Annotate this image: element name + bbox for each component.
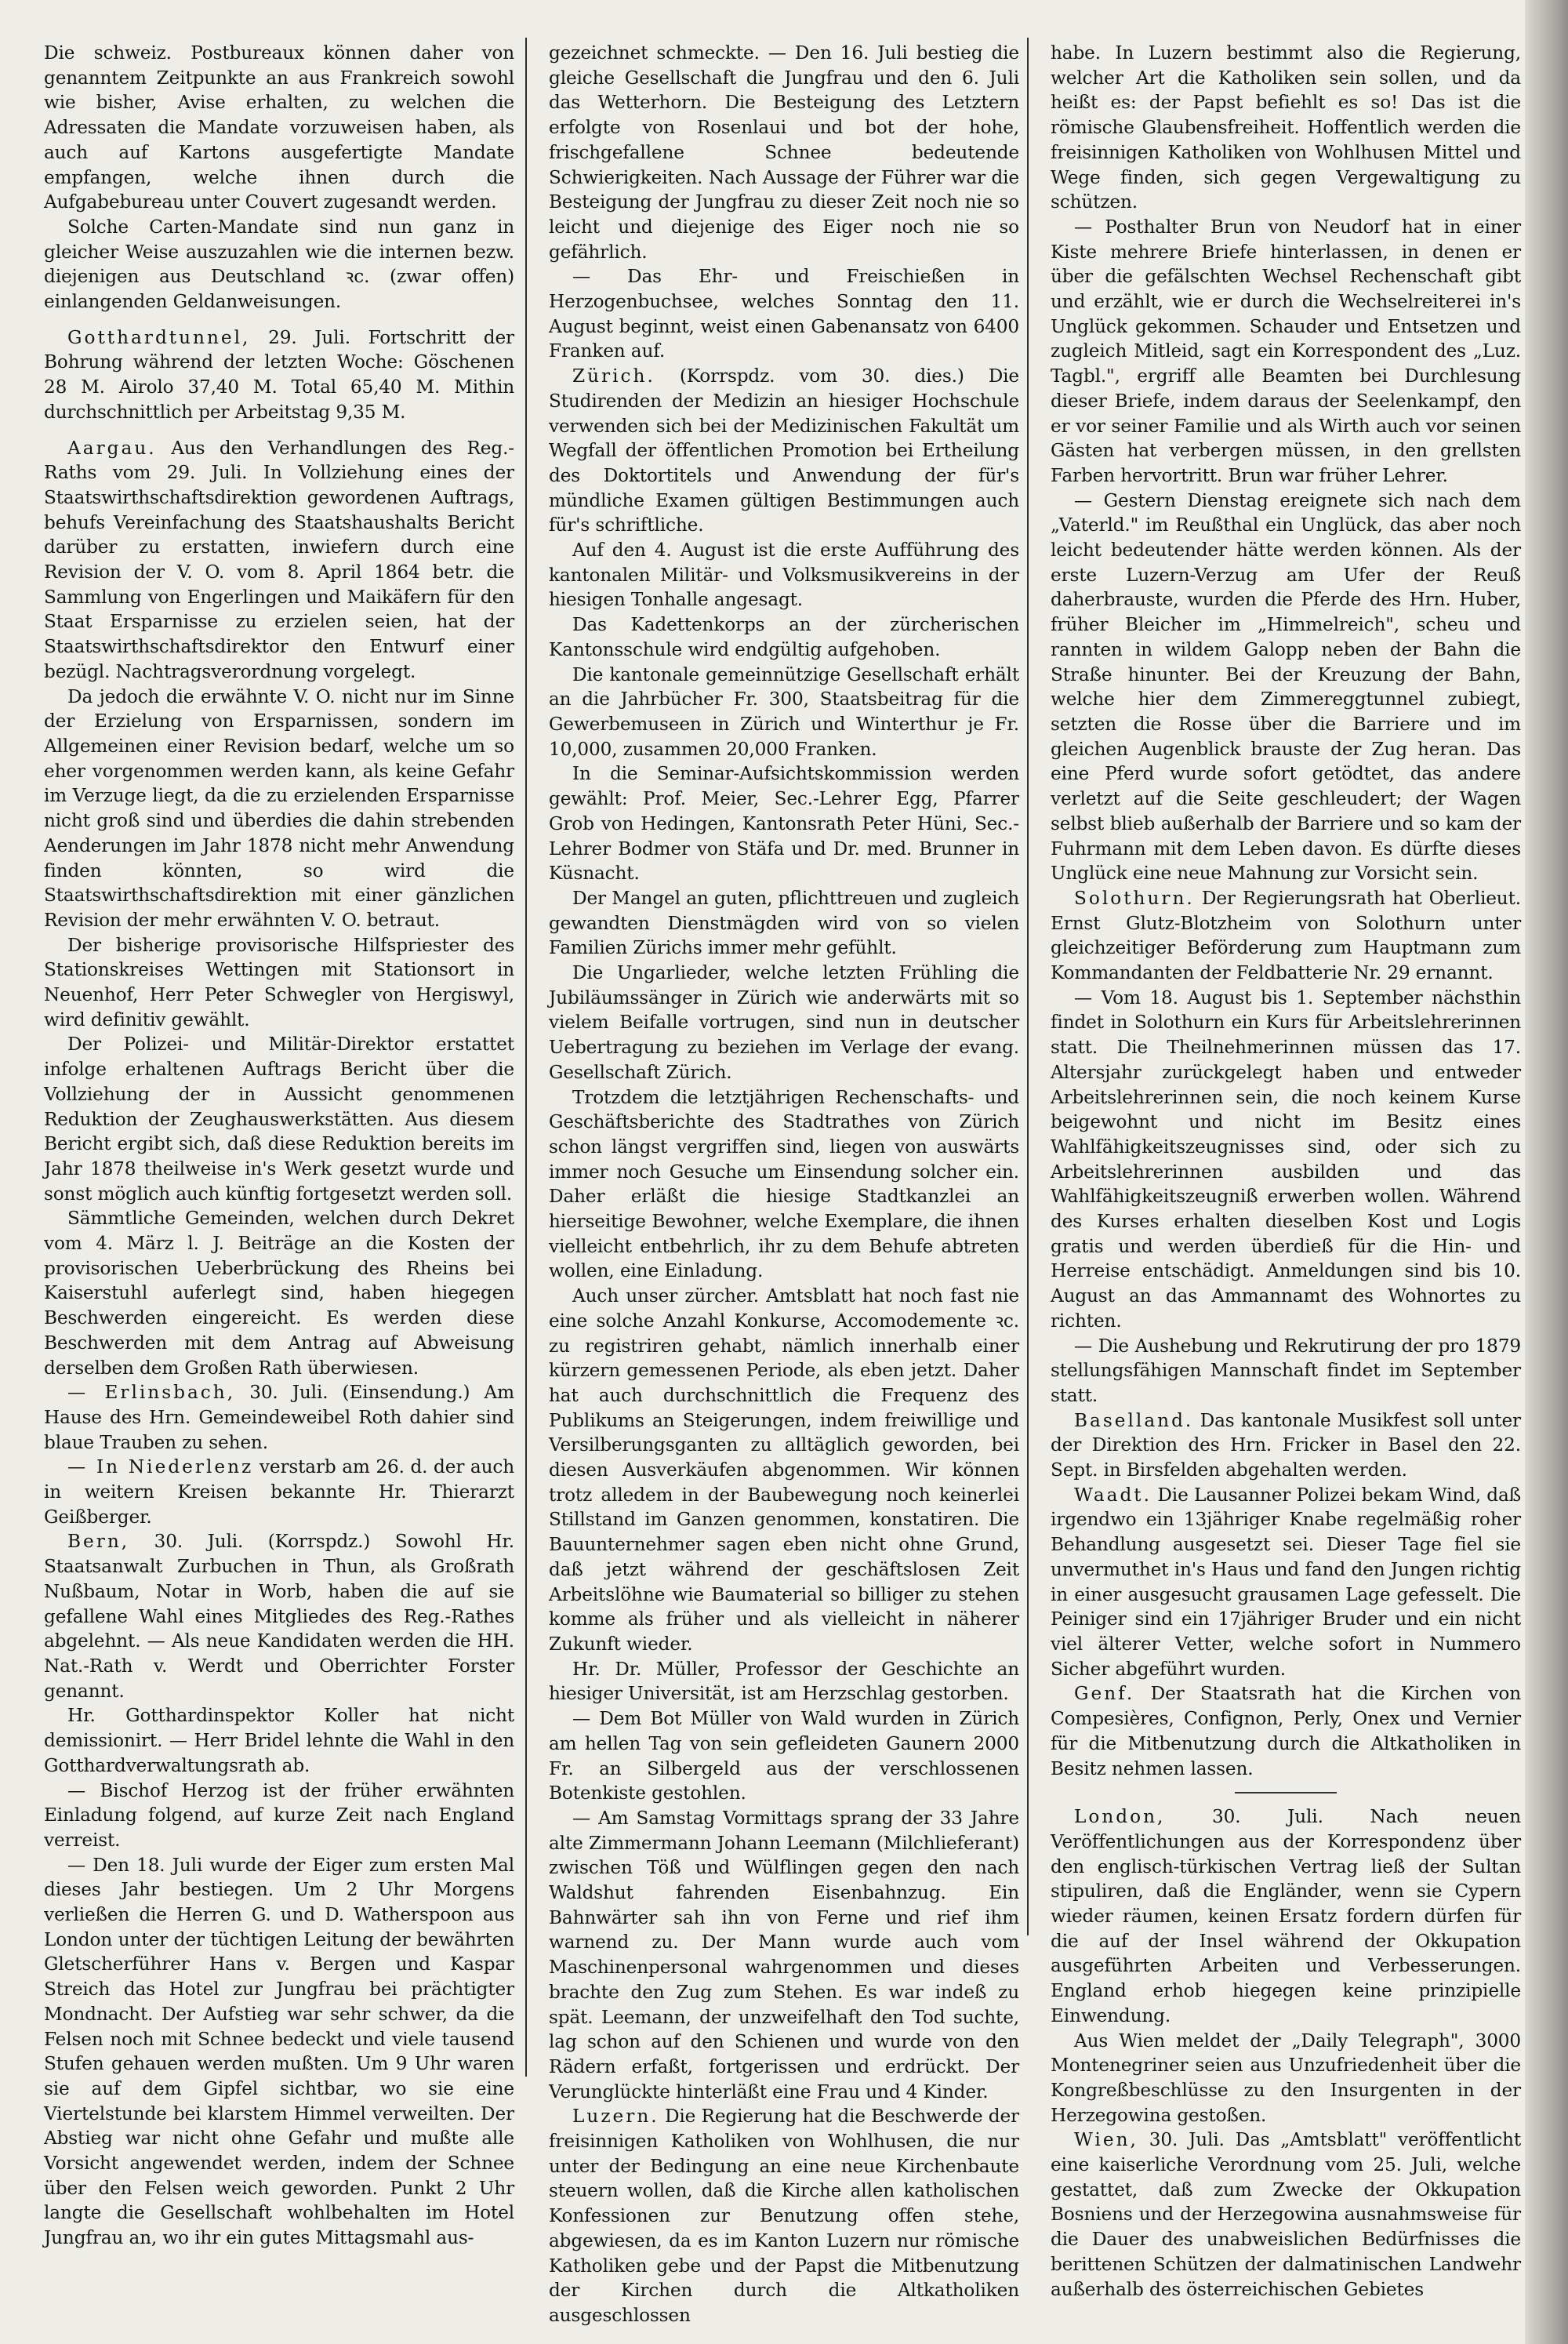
article-paragraph: Auf den 4. August ist die erste Aufführung des kantonalen Militär- und Volksmusikvereins in der hiesigen Tonhalle angesagt.	[549, 540, 1019, 611]
article-aargau: Aargau. Aus den Verhandlungen des Reg.-Raths vom 29. Juli. In Vollziehung eines der Staatswirthschaftsdirektion gewordenen Auftrags, behufs Vereinfachung des Staatshaushalts Bericht darüber zu erstatten, inwiefern durch eine Revision der V. O. vom 8. April 1864 betr. die Sammlung von Engerlingen und Maikäfern für den Staat Ersparnisse zu erzielen seien, hat der Staatswirthschaftsdirektor den Entwurf einer bezügl. Nachtragsverordnung vorgelegt.	[44, 437, 514, 682]
article-paragraph: — Bischof Herzog ist der früher erwähnten Einladung folgend, auf kurze Zeit nach England verreist.	[44, 1779, 514, 1851]
article-zurich: Zürich. (Korrspdz. vom 30. dies.) Die Studirenden der Medizin an hiesiger Hochschule verwenden sich bei der Medizinischen Fakultät um Wegfall der öffentlichen Promotion bei Ertheilung des Doktortitels und Anwendung der für's mündliche Examen gültigen Bestimmungen auch für's schriftliche.	[549, 365, 1019, 536]
article-luzern: Luzern. Die Regierung hat die Beschwerde der freisinnigen Katholiken von Wohlhusen, die nur unter der Bedingung an eine neue Kirchenbaute steuern wollen, daß die Kirche allen katholischen Konfessionen zur Benutzung offen stehe, abgewiesen, da es im Kanton Luzern nur römische Katholiken gebe und der Papst die Mitbenutzung der Kirchen durch die Altkatholiken ausgeschlossen	[549, 2106, 1019, 2326]
dateline: London,	[1074, 1806, 1166, 1828]
section-divider	[1235, 1792, 1337, 1793]
dateline: Genf.	[1074, 1683, 1135, 1705]
column-rule	[1027, 38, 1029, 1935]
article-paragraph: Das Kadettenkorps an der zürcherischen Kantonsschule wird endgültig aufgehoben.	[549, 614, 1019, 660]
dateline: Gotthardtunnel,	[67, 326, 251, 348]
dateline: Bern,	[67, 1531, 130, 1553]
article-paragraph: — Das Ehr- und Freischießen in Herzogenbuchsee, welches Sonntag den 11. August beginnt, weist einen Gabenansatz von 6400 Franken auf.	[549, 266, 1019, 362]
dateline: — In Niederlenz	[67, 1456, 254, 1478]
article-bern: Bern, 30. Juli. (Korrspdz.) Sowohl Hr. Staatsanwalt Zurbuchen in Thun, als Großrath Nußbaum, Notar in Worb, haben die auf sie gefallene Wahl eines Mitgliedes des Reg.-Rathes abgelehnt. — Als neue Kandidaten werden die HH. Nat.-Rath v. Werdt und Oberrichter Forster genannt.	[44, 1531, 514, 1702]
article-erlinsbach: — Erlinsbach, 30. Juli. (Einsendung.) Am Hause des Hrn. Gemeindeweibel Roth dahier sind blaue Trauben zu sehen.	[44, 1382, 514, 1453]
article-wien: Wien, 30. Juli. Das „Amtsblatt" veröffentlicht eine kaiserliche Verordnung vom 25. Juli, welche gestattet, daß zum Zwecke der Okkupation Bosniens und der Herzegowina ausnahmsweise für die Dauer des unabweislichen Bedürfnisses die berittenen Schützen der dalmatinischen Landwehr außerhalb des österreichischen Gebietes	[1051, 2129, 1521, 2300]
dateline: Wien,	[1074, 2129, 1138, 2151]
article-niederlenz: — In Niederlenz verstarb am 26. d. der auch in weitern Kreisen bekannte Hr. Thierarzt Geißberger.	[44, 1456, 514, 1528]
article-baselland: Baselland. Das kantonale Musikfest soll unter der Direktion des Hrn. Fricker in Basel den 22. Sept. in Birsfelden abgehalten werden.	[1051, 1409, 1521, 1481]
dateline: Solothurn.	[1074, 887, 1195, 909]
article-paragraph: habe. In Luzern bestimmt also die Regierung, welcher Art die Katholiken sein sollen, und da heißt es: der Papst befiehlt es so! Das ist die römische Glaubensfreiheit. Hoffentlich werden die freisinnigen Katholiken von Wohlhusen Mittel und Wege finden, sich gegen Vergewaltigung zu schützen.	[1051, 42, 1521, 213]
article-london: London, 30. Juli. Nach neuen Veröffentlichungen aus der Korrespondenz über den englisch-türkischen Vertrag ließ der Sultan stipuliren, daß die Engländer, wenn sie Cypern wieder räumen, keinen Ersatz fordern dürfen für die auf der Insel während der Okkupation ausgeführten Arbeiten und Verbesserungen. England erhob hiegegen keine prinzipielle Einwendung.	[1051, 1806, 1521, 2026]
dateline: Zürich.	[572, 365, 655, 387]
article-paragraph: — Posthalter Brun von Neudorf hat in einer Kiste mehrere Briefe hinterlassen, in denen er über die gefälschten Wechsel Rechenschaft gibt und erzählt, wie er durch die Wechselreiterei in's Unglück gekommen. Schauder und Entsetzen und zugleich Mitleid, sagt ein Korrespondent des „Luz. Tagbl.", ergriff alle Beamten bei Durchlesung dieser Briefe, indem daraus der Seelenkampf, den er vor seiner Familie und als Wirth auch vor seinen Gästen hat verbergen müssen, in den grellsten Farben hervortritt. Brun war früher Lehrer.	[1051, 216, 1521, 486]
article-paragraph: Der bisherige provisorische Hilfspriester des Stationskreises Wettingen mit Stationsort in Neuenhof, Herr Peter Schwegler von Hergiswyl, wird definitiv gewählt.	[44, 934, 514, 1030]
column-1	[44, 41, 514, 2251]
article-paragraph: Hr. Gotthardinspektor Koller hat nicht demissionirt. — Herr Bridel lehnte die Wahl in den Gotthardverwaltungsrath ab.	[44, 1705, 514, 1776]
article-paragraph: — Am Samstag Vormittags sprang der 33 Jahre alte Zimmermann Johann Leemann (Milchlieferant) zwischen Töß und Wülflingen gegen den nach Waldshut fahrenden Eisenbahnzug. Ein Bahnwärter sah ihn von Ferne und rief ihm warnend zu. Der Mann wurde auch vom Maschinenpersonal wahrgenommen und dieses brachte den Zug zum Stehen. Es war indeß zu spät. Leemann, der unzweifelhaft den Tod suchte, lag schon auf den Schienen und wurde von den Rädern erfaßt, fortgerissen und erdrückt. Der Verunglückte hinterläßt eine Frau und 4 Kinder.	[549, 1807, 1019, 2102]
dateline: — Erlinsbach,	[67, 1382, 236, 1404]
article-waadt: Waadt. Die Lausanner Polizei bekam Wind, daß irgendwo ein 13jähriger Knabe regelmäßig roher Behandlung ausgesetzt sei. Dieser Tage fiel sie unvermuthet in's Haus und fand den Jungen richtig in einer ausgesucht grausamen Lage gefesselt. Die Peiniger sind ein 17jähriger Bruder und ein nicht viel älterer Vetter, welche sofort in Nummero Sicher abgeführt wurden.	[1051, 1484, 1521, 1680]
article-paragraph: Aus Wien meldet der „Daily Telegraph", 3000 Montenegriner seien aus Unzufriedenheit über die Kongreßbeschlüsse zu den Insurgenten in der Herzegowina gestoßen.	[1051, 2030, 1521, 2126]
dateline: Aargau.	[67, 437, 157, 459]
article-paragraph: — Vom 18. August bis 1. September nächsthin findet in Solothurn ein Kurs für Arbeitslehrerinnen statt. Die Theilnehmerinnen müssen das 17. Altersjahr zurückgelegt haben und entweder Arbeitslehrerinnen sein, die noch keinem Kurse beigewohnt und nicht im Besitz eines Wahlfähigkeitszeugnisses sind, oder sich zu Arbeitslehrerinnen ausbilden und das Wahlfähigkeitszeugniß erwerben wollen. Während des Kurses erhalten dieselben Kost und Logis gratis und werden überdieß für die Hin- und Herreise entschädigt. Anmeldungen sind bis 10. August an das Ammannamt des Wohnortes zu richten.	[1051, 987, 1521, 1332]
article-paragraph: — Die Aushebung und Rekrutirung der pro 1879 stellungsfähigen Mannschaft findet im September statt.	[1051, 1335, 1521, 1406]
article-paragraph: Die kantonale gemeinnützige Gesellschaft erhält an die Jahrbücher Fr. 300, Staatsbeitrag für die Gewerbemuseen in Zürich und Winterthur je Fr. 10,000, zusammen 20,000 Franken.	[549, 663, 1019, 760]
article-genf: Genf. Der Staatsrath hat die Kirchen von Compesières, Confignon, Perly, Onex und Vernier für die Mitbenutzung durch die Altkatholiken in Besitz nehmen lassen.	[1051, 1683, 1521, 1779]
article-paragraph: In die Seminar-Aufsichtskommission werden gewählt: Prof. Meier, Sec.-Lehrer Egg, Pfarrer Grob von Hedingen, Kantonsrath Peter Hüni, Sec.-Lehrer Bodmer von Stäfa und Dr. med. Brunner in Küsnacht.	[549, 763, 1019, 885]
article-paragraph: — Den 18. Juli wurde der Eiger zum ersten Mal dieses Jahr bestiegen. Um 2 Uhr Morgens verließen die Herren G. und D. Watherspoon aus London unter der tüchtigen Leitung der bewährten Gletscherführer Hans v. Bergen und Kaspar Streich das Hotel zur Jungfrau bei prächtigter Mondnacht. Der Aufstieg war sehr schwer, da die Felsen noch mit Schnee bedeckt und viele tausend Stufen gehauen werden mußten. Um 9 Uhr waren sie auf dem Gipfel sichtbar, wo sie eine Viertelstunde bei klarstem Himmel verweilten. Der Abstieg war nicht ohne Gefahr und mußte alle Vorsicht angewendet werden, indem der Schnee über den Felsen weich geworden. Punkt 2 Uhr langte die Gesellschaft wohlbehalten im Hotel Jungfrau an, wo ihr ein gutes Mittagsmahl aus-	[44, 1854, 514, 2249]
page-edge-shadow	[1525, 0, 1568, 2344]
article-paragraph: gezeichnet schmeckte. — Den 16. Juli bestieg die gleiche Gesellschaft die Jungfrau und den 6. Juli das Wetterhorn. Die Besteigung des Letztern erfolgte von Rosenlaui und bot der hohe, frischgefallene Schnee bedeutende Schwierigkeiten. Nach Aussage der Führer war die Besteigung der Jungfrau zu dieser Zeit noch nie so leicht und diejenige des Eiger noch nie so gefährlich.	[549, 42, 1019, 263]
article-paragraph: Solche Carten-Mandate sind nun ganz in gleicher Weise auszuzahlen wie die internen bezw. diejenigen aus Deutschland ꝛc. (zwar offen) einlangenden Geldanweisungen.	[44, 216, 514, 313]
article-paragraph: Der Mangel an guten, pflichttreuen und zugleich gewandten Dienstmägden wird von so vielen Familien Zürichs immer mehr gefühlt.	[549, 887, 1019, 959]
article-paragraph: Der Polizei- und Militär-Direktor erstattet infolge erhaltenen Auftrags Bericht über die Vollziehung der in Aussicht genommenen Reduktion der Zeughauswerkstätten. Aus diesem Bericht ergibt sich, daß diese Reduktion bereits im Jahr 1878 theilweise in's Werk gesetzt wurde und sonst möglich auch künftig fortgesetzt werden soll.	[44, 1034, 514, 1205]
article-paragraph: Trotzdem die letztjährigen Rechenschafts- und Geschäftsberichte des Stadtrathes von Zürich schon längst vergriffen sind, liegen von auswärts immer noch Gesuche um Einsendung solcher ein. Daher erläßt die hiesige Stadtkanzlei an hierseitige Bewohner, welche Exemplare, die ihnen vielleicht entbehrlich, ihr zu dem Behufe abtreten wollen, eine Einladung.	[549, 1086, 1019, 1282]
column-rule	[525, 38, 527, 2077]
article-paragraph: Hr. Dr. Müller, Professor der Geschichte an hiesiger Universität, ist am Herzschlag gestorben.	[549, 1658, 1019, 1705]
article-paragraph: — Dem Bot Müller von Wald wurden in Zürich am hellen Tag von sein gefleideten Gaunern 2000 Fr. an Silbergeld aus der verschlossenen Botenkiste gestohlen.	[549, 1708, 1019, 1804]
article-paragraph: Auch unser zürcher. Amtsblatt hat noch fast nie eine solche Anzahl Konkurse, Accomodemente ꝛc. zu registriren gehabt, nämlich innerhalb einer kürzern gemessenen Periode, als eben jetzt. Daher hat auch durchschnittlich die Frequenz des Publikums an Steigerungen, indem freiwillige und Versilberungsganten zu alltäglich geworden, bei diesen Ausverkäufen abgenommen. Wir können trotz alledem in der Baubewegung noch keinerlei Stillstand im Ganzen genommen, konstatiren. Die Bauunternehmer sagen eben nicht ohne Grund, daß jetzt während der geschäftslosen Zeit Arbeitslöhne wie Baumaterial so billiger zu stehen komme als früher und als vielleicht in näherer Zukunft wieder.	[549, 1285, 1019, 1655]
article-paragraph: — Gestern Dienstag ereignete sich nach dem „Vaterld." im Reußthal ein Unglück, das aber noch leicht bedeutender hätte werden können. Als der erste Luzern-Verzug am Ufer der Reuß daherbrauste, wurden die Pferde des Hrn. Huber, früher Bleicher im „Himmelreich", scheu und rannten in wildem Galopp neben der Bahn die Straße hinunter. Bei der Kreuzung der Bahn, welche hier dem Zimmereggtunnel zubiegt, setzten die Rosse über die Barriere und im gleichen Augenblick brauste der Zug heran. Das eine Pferd wurde sofort getödtet, das andere verletzt auf die Seite geschleudert; der Wagen selbst blieb außerhalb der Barriere und so kam der Fuhrmann mit dem Leben davon. Es dürfte dieses Unglück eine neue Mahnung zur Vorsicht sein.	[1051, 489, 1521, 885]
dateline: Baselland.	[1074, 1409, 1194, 1431]
column-2	[549, 41, 1019, 2328]
dateline: Waadt.	[1074, 1484, 1152, 1506]
article-paragraph: Die Ungarlieder, welche letzten Frühling die Jubiläumssänger in Zürich wie anderwärts mit so vielem Beifalle vortrugen, sind nun in deutscher Uebertragung zu beziehen im Verlage der evang. Gesellschaft Zürich.	[549, 962, 1019, 1083]
article-paragraph: Da jedoch die erwähnte V. O. nicht nur im Sinne der Erzielung von Ersparnissen, sondern im Allgemeinen einer Revision bedarf, welche um so eher vorgenommen werden kann, als keine Gefahr im Verzuge liegt, da die zu erzielenden Ersparnisse nicht groß sind und überdies die dahin strebenden Aenderungen im Jahr 1878 nicht mehr Anwendung finden könnten, so wird die Staatswirthschaftsdirektion mit einer gänzlichen Revision der mehr erwähnten V. O. betraut.	[44, 685, 514, 931]
article-paragraph: Die schweiz. Postbureaux können daher von genanntem Zeitpunkte an aus Frankreich sowohl wie bisher, Avise erhalten, zu welchen die Adressaten die Mandate vorzuweisen haben, als auch auf Kartons ausgefertigte Mandate empfangen, welche ihnen durch die Aufgabebureau unter Couvert zugesandt werden.	[44, 42, 514, 213]
column-3	[1051, 41, 1521, 2302]
article-solothurn: Solothurn. Der Regierungsrath hat Oberlieut. Ernst Glutz-Blotzheim von Solothurn unter gleichzeitiger Beförderung zum Hauptmann zum Kommandanten der Feldbatterie Nr. 29 ernannt.	[1051, 887, 1521, 984]
dateline: Luzern.	[572, 2106, 659, 2128]
article-paragraph: Sämmtliche Gemeinden, welchen durch Dekret vom 4. März l. J. Beiträge an die Kosten der provisorischen Ueberbrückung des Rheins bei Kaiserstuhl auferlegt sind, haben hiegegen Beschwerden eingereicht. Es werden diese Beschwerden mit dem Antrag auf Abweisung derselben dem Großen Rath überwiesen.	[44, 1208, 514, 1379]
article-gotthard: Gotthardtunnel, 29. Juli. Fortschritt der Bohrung während der letzten Woche: Göschenen 28 M. Airolo 37,40 M. Total 65,40 M. Mithin durchschnittlich per Arbeitstag 9,35 M.	[44, 326, 514, 423]
